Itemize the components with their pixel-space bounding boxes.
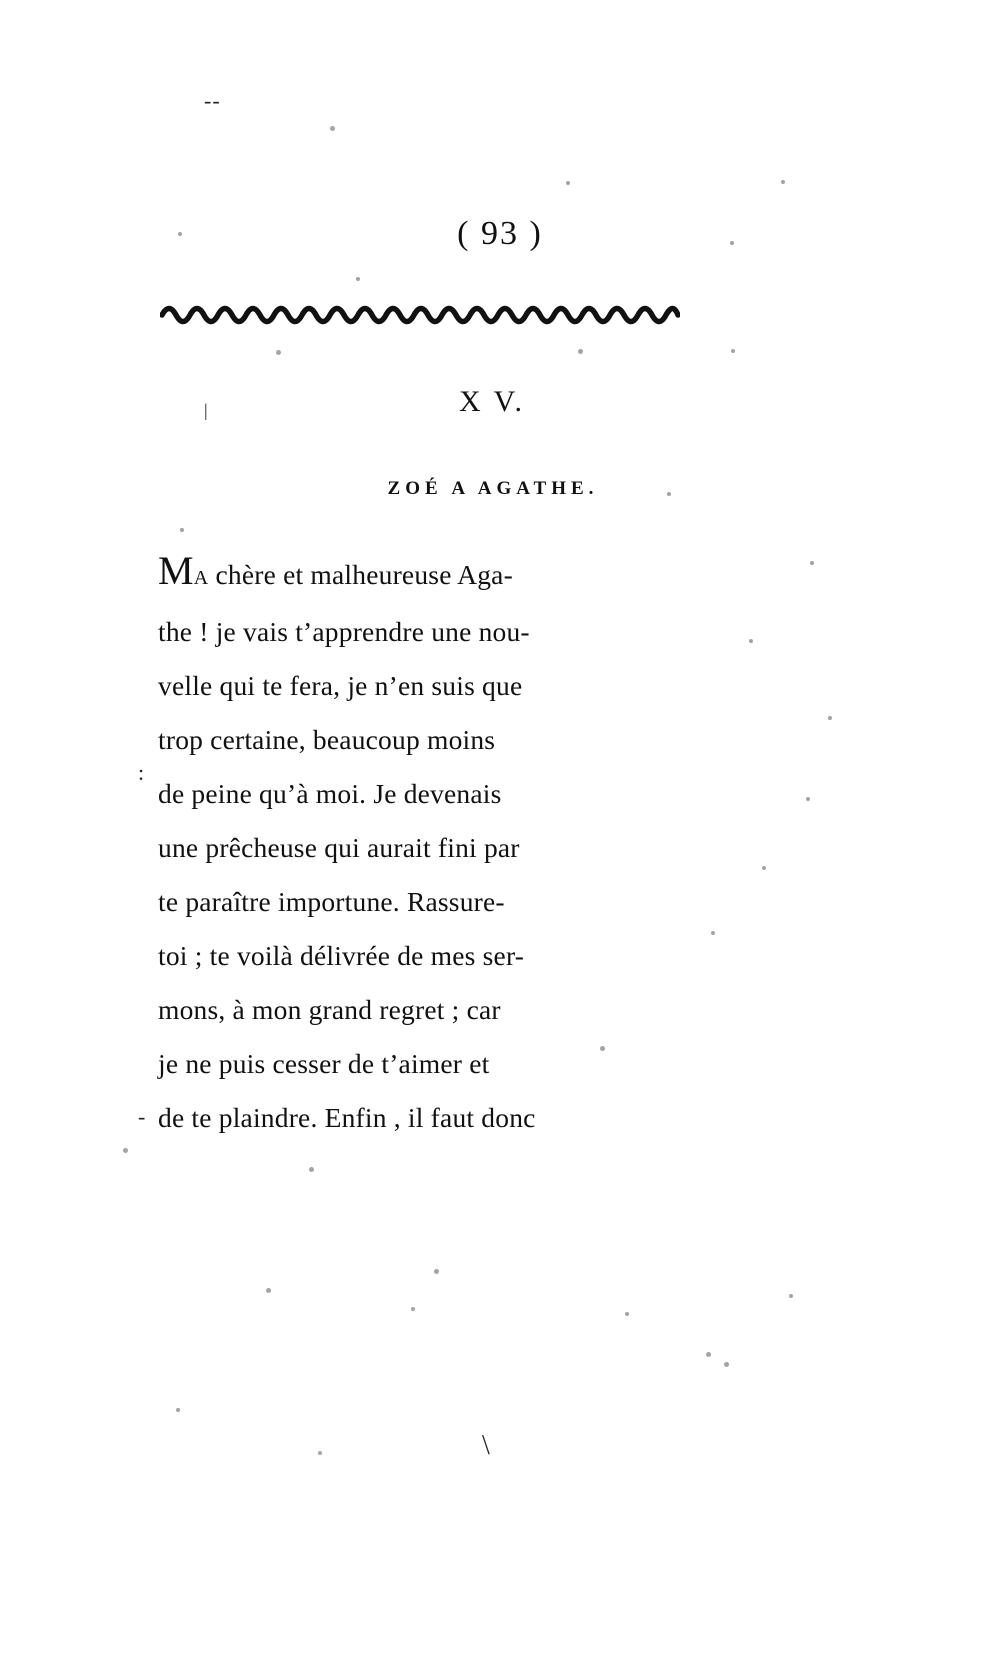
body-line-6: une prêcheuse qui aurait fini par [158,832,520,863]
margin-mark-left-colon: : [138,760,145,785]
body-line-4: trop certaine, beaucoup moins [158,724,496,755]
body-line-1 [158,548,678,605]
body-line-11: de te plaindre. Enfin , il faut donc [158,1102,536,1133]
page-number: ( 93 ) [457,215,543,252]
body-line-10: je ne puis cesser de t’aimer et [158,1048,490,1079]
body-line-5: de peine qu’à moi. Je devenais [158,778,502,809]
drop-initial: M [158,548,194,593]
body-line-1-text: chère et malheureuse Aga- [215,559,513,590]
margin-mark-bottom-slash: \ [482,1430,490,1461]
body-line-2: the ! je vais t’apprendre une nou- [158,616,530,647]
drop-initial-rest: A [193,567,209,589]
body-line-8: toi ; te voilà délivrée de mes ser- [158,940,525,971]
letter-body [158,548,678,1145]
margin-mark-top-dash: -- [204,88,221,113]
body-line-3: velle qui te fera, je n’en suis que [158,670,523,701]
wavy-rule-ornament [160,300,680,330]
body-line-9: mons, à mon grand regret ; car [158,994,501,1025]
section-number: X V. [459,385,525,418]
margin-mark-left-dash: - [138,1104,146,1129]
margin-mark-left-tick: | [204,400,208,420]
body-line-7: te paraître importune. Rassure- [158,886,505,917]
letter-heading: ZOÉ A AGATHE. [387,478,599,499]
